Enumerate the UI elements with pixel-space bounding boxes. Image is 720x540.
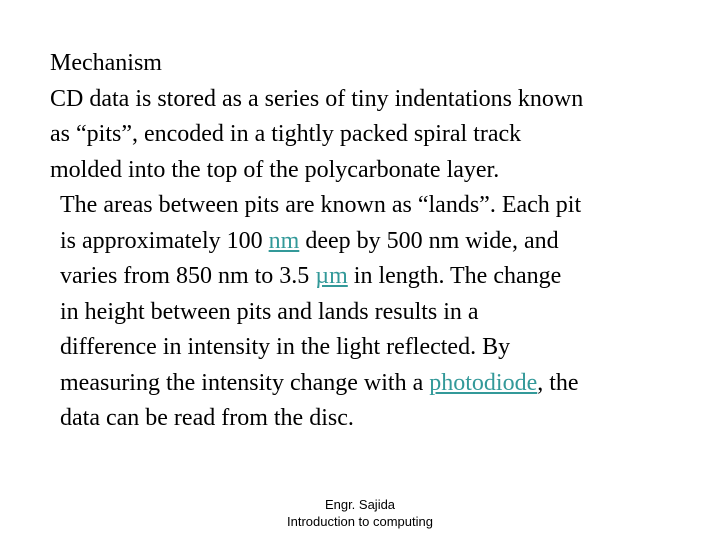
paragraph-line: CD data is stored as a series of tiny indentations known xyxy=(50,85,584,112)
slide-body xyxy=(50,46,690,437)
paragraph-line: in height between pits and lands results in a xyxy=(60,298,479,325)
paragraph-line: as “pits”, encoded in a tightly packed spiral track xyxy=(50,121,522,147)
footer-course: Introduction to computing xyxy=(287,514,433,529)
paragraph-line: data can be read from the disc. xyxy=(60,405,354,431)
micrometre-link[interactable]: µm xyxy=(315,263,348,289)
nm-link[interactable]: nm xyxy=(268,227,300,254)
text-segment: varies from 850 nm to 3.5 xyxy=(60,263,316,289)
paragraph-line xyxy=(60,224,690,260)
photodiode-link[interactable]: photodiode xyxy=(429,369,538,396)
paragraph-line xyxy=(60,366,690,402)
footer-author: Engr. Sajida xyxy=(324,497,396,512)
text-segment: is approximately 100 xyxy=(60,227,269,254)
slide-footer xyxy=(0,496,720,530)
paragraph-line: molded into the top of the polycarbonate layer. xyxy=(50,156,500,183)
paragraph-line: The areas between pits are known as “lands”. Each pit xyxy=(60,192,582,218)
text-segment: in length. The change xyxy=(347,263,562,289)
text-segment: measuring the intensity change with a xyxy=(60,369,430,396)
text-segment: , the xyxy=(537,369,579,396)
section-heading: Mechanism xyxy=(50,50,162,76)
paragraph-line: difference in intensity in the light reflected. By xyxy=(60,334,511,360)
paragraph-line xyxy=(60,259,690,295)
text-segment: deep by 500 nm wide, and xyxy=(299,227,559,254)
paragraph-cd-data xyxy=(50,82,690,189)
paragraph-lands xyxy=(50,188,690,437)
